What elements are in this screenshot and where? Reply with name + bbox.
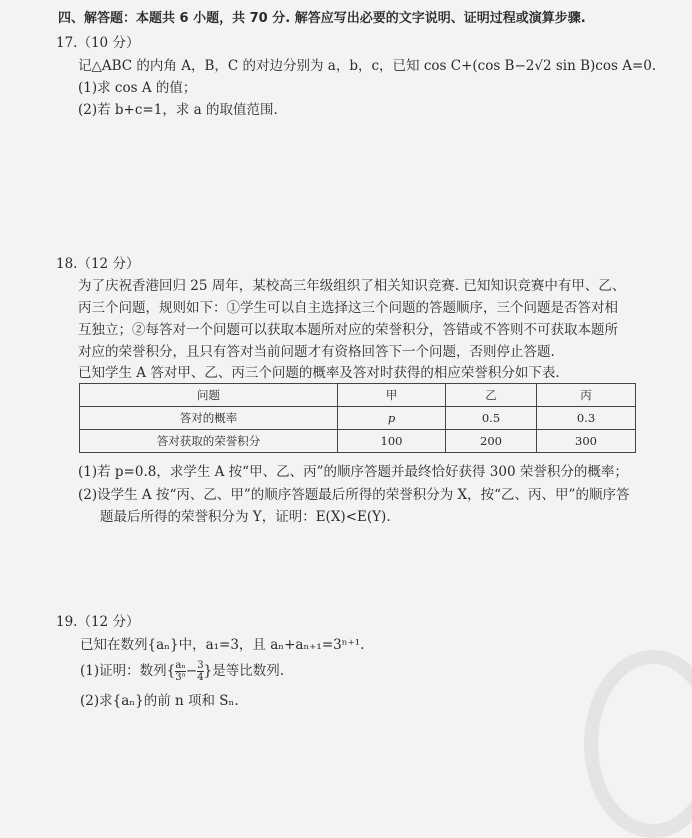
table-header: 甲 xyxy=(338,384,446,407)
table-header: 问题 xyxy=(80,384,338,407)
table-header-row xyxy=(80,384,636,407)
table-cell: 100 xyxy=(338,430,446,453)
fraction xyxy=(175,660,186,683)
q19-part2: (2)求{aₙ}的前 n 项和 Sₙ. xyxy=(80,693,239,709)
q18-stem-line: 互独立；②每答对一个问题可以获取本题所对应的荣誉积分，答错或不答则不可获取本题所 xyxy=(78,322,618,338)
fraction-numerator: 3 xyxy=(197,660,204,671)
watermark-shape xyxy=(584,650,692,838)
q19-part1-pre: (1)证明：数列{ xyxy=(80,663,176,679)
q17-number: 17.（10 分） xyxy=(56,35,140,51)
minus-sign: − xyxy=(185,663,198,679)
table-cell: 300 xyxy=(537,430,636,453)
q18-part1: (1)若 p=0.8，求学生 A 按“甲、乙、丙”的顺序答题并最终恰好获得 300 荣誉积分的概率； xyxy=(78,464,628,480)
q19-part1-post: }是等比数列. xyxy=(203,663,284,679)
q18-stem-line: 对应的荣誉积分，且只有答对当前问题才有资格回答下一个问题，否则停止答题. xyxy=(78,344,555,360)
table-row xyxy=(80,430,636,453)
q17-stem: 记△ABC 的内角 A，B，C 的对边分别为 a，b，c，已知 cos C+(cos B−2√2 sin B)cos A=0. xyxy=(78,58,657,74)
q19-number: 19.（12 分） xyxy=(56,614,140,630)
fraction-denominator: 4 xyxy=(197,672,204,683)
q18-stem-line: 为了庆祝香港回归 25 周年，某校高三年级组织了相关知识竞赛. 已知知识竞赛中有甲、乙、 xyxy=(78,278,626,294)
table-cell: 200 xyxy=(446,430,537,453)
table-header: 丙 xyxy=(537,384,636,407)
table-row xyxy=(80,407,636,430)
table-header: 乙 xyxy=(446,384,537,407)
q17-part1: (1)求 cos A 的值； xyxy=(78,80,197,96)
q17-part2: (2)若 b+c=1，求 a 的取值范围. xyxy=(78,102,278,118)
q19-stem: 已知在数列{aₙ}中，a₁=3，且 aₙ+aₙ₊₁=3ⁿ⁺¹. xyxy=(80,637,365,653)
fraction-numerator: aₙ xyxy=(175,660,186,671)
fraction-denominator: 3ⁿ xyxy=(175,672,186,683)
table-cell: 0.3 xyxy=(537,407,636,430)
table-cell: 答对的概率 xyxy=(80,407,338,430)
q18-part2: (2)设学生 A 按“丙、乙、甲”的顺序答题最后所得的荣誉积分为 X，按“乙、丙、甲”的顺序答 xyxy=(78,487,630,503)
section-header: 四、解答题：本题共 6 小题，共 70 分. 解答应写出必要的文字说明、证明过程或演算步骤. xyxy=(58,11,586,26)
q18-number: 18.（12 分） xyxy=(56,256,140,272)
q18-stem-line: 丙三个问题，规则如下：①学生可以自主选择这三个问题的答题顺序，三个问题是否答对相 xyxy=(78,300,618,316)
q18-stem-line: 已知学生 A 答对甲、乙、丙三个问题的概率及答对时获得的相应荣誉积分如下表. xyxy=(78,365,560,381)
table-cell: 答对获取的荣誉积分 xyxy=(80,430,338,453)
table-cell: p xyxy=(338,407,446,430)
q18-table xyxy=(79,383,636,453)
q18-part2-cont: 题最后所得的荣誉积分为 Y，证明：E(X)<E(Y). xyxy=(100,509,391,525)
table-cell: 0.5 xyxy=(446,407,537,430)
q19-part1 xyxy=(80,658,284,684)
